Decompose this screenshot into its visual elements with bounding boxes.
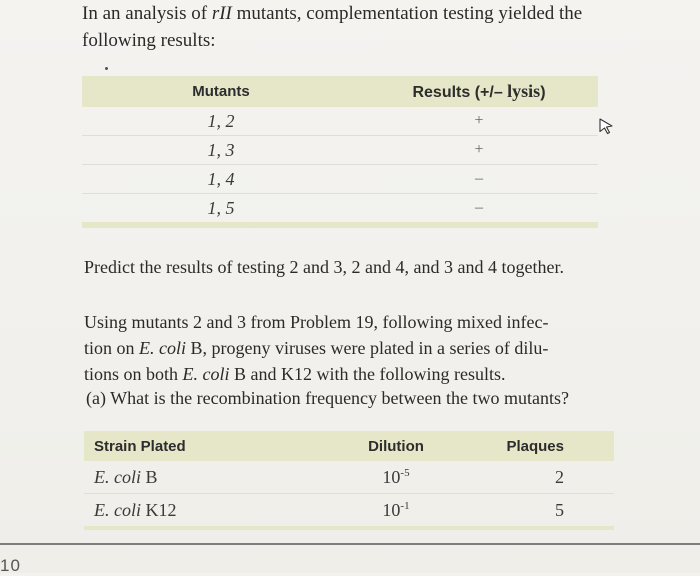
header-plaques: Plaques	[506, 437, 564, 455]
question-a: (a) What is the recombination frequency between the two mutants?	[86, 388, 569, 408]
problem-text: Using mutants 2 and 3 from Problem 19, following mixed infec- tion on E. coli B, progeny viruses were plated in a series of dilu- tions on both E. coli B and K12 with the following results.	[84, 312, 549, 384]
table-row: 1, 2 +	[82, 107, 598, 136]
header-mutants: Mutants	[192, 83, 250, 100]
plaque-table-header	[84, 431, 614, 461]
table-row: 1, 4 –	[82, 165, 598, 194]
page-number: 10	[0, 556, 21, 575]
table-row: 1, 3 +	[82, 136, 598, 165]
header-dilution: Dilution	[368, 437, 424, 455]
mouse-pointer-icon	[597, 117, 615, 135]
predict-question: Predict the results of testing 2 and 3, 2 and 4, and 3 and 4 together.	[84, 257, 564, 277]
stray-mark	[105, 67, 108, 70]
table-row: 1, 5 –	[207, 197, 483, 218]
table-bottom-rule	[84, 526, 614, 530]
plaque-table	[84, 431, 614, 530]
complementation-table	[82, 76, 598, 228]
header-strain: Strain Plated	[94, 437, 186, 455]
table-row: E. coli B $10^{-5}$ 2	[84, 461, 614, 494]
header-results: Results (+/– lysis)	[412, 81, 546, 101]
table-bottom-rule	[82, 222, 598, 228]
table-row: E. coli K12 $10^{-1}$ 5	[94, 499, 564, 520]
complementation-table-header	[82, 76, 598, 107]
page-divider	[0, 543, 700, 545]
intro-text: In an analysis of rII mutants, complementation testing yielded the following results:	[82, 3, 583, 51]
